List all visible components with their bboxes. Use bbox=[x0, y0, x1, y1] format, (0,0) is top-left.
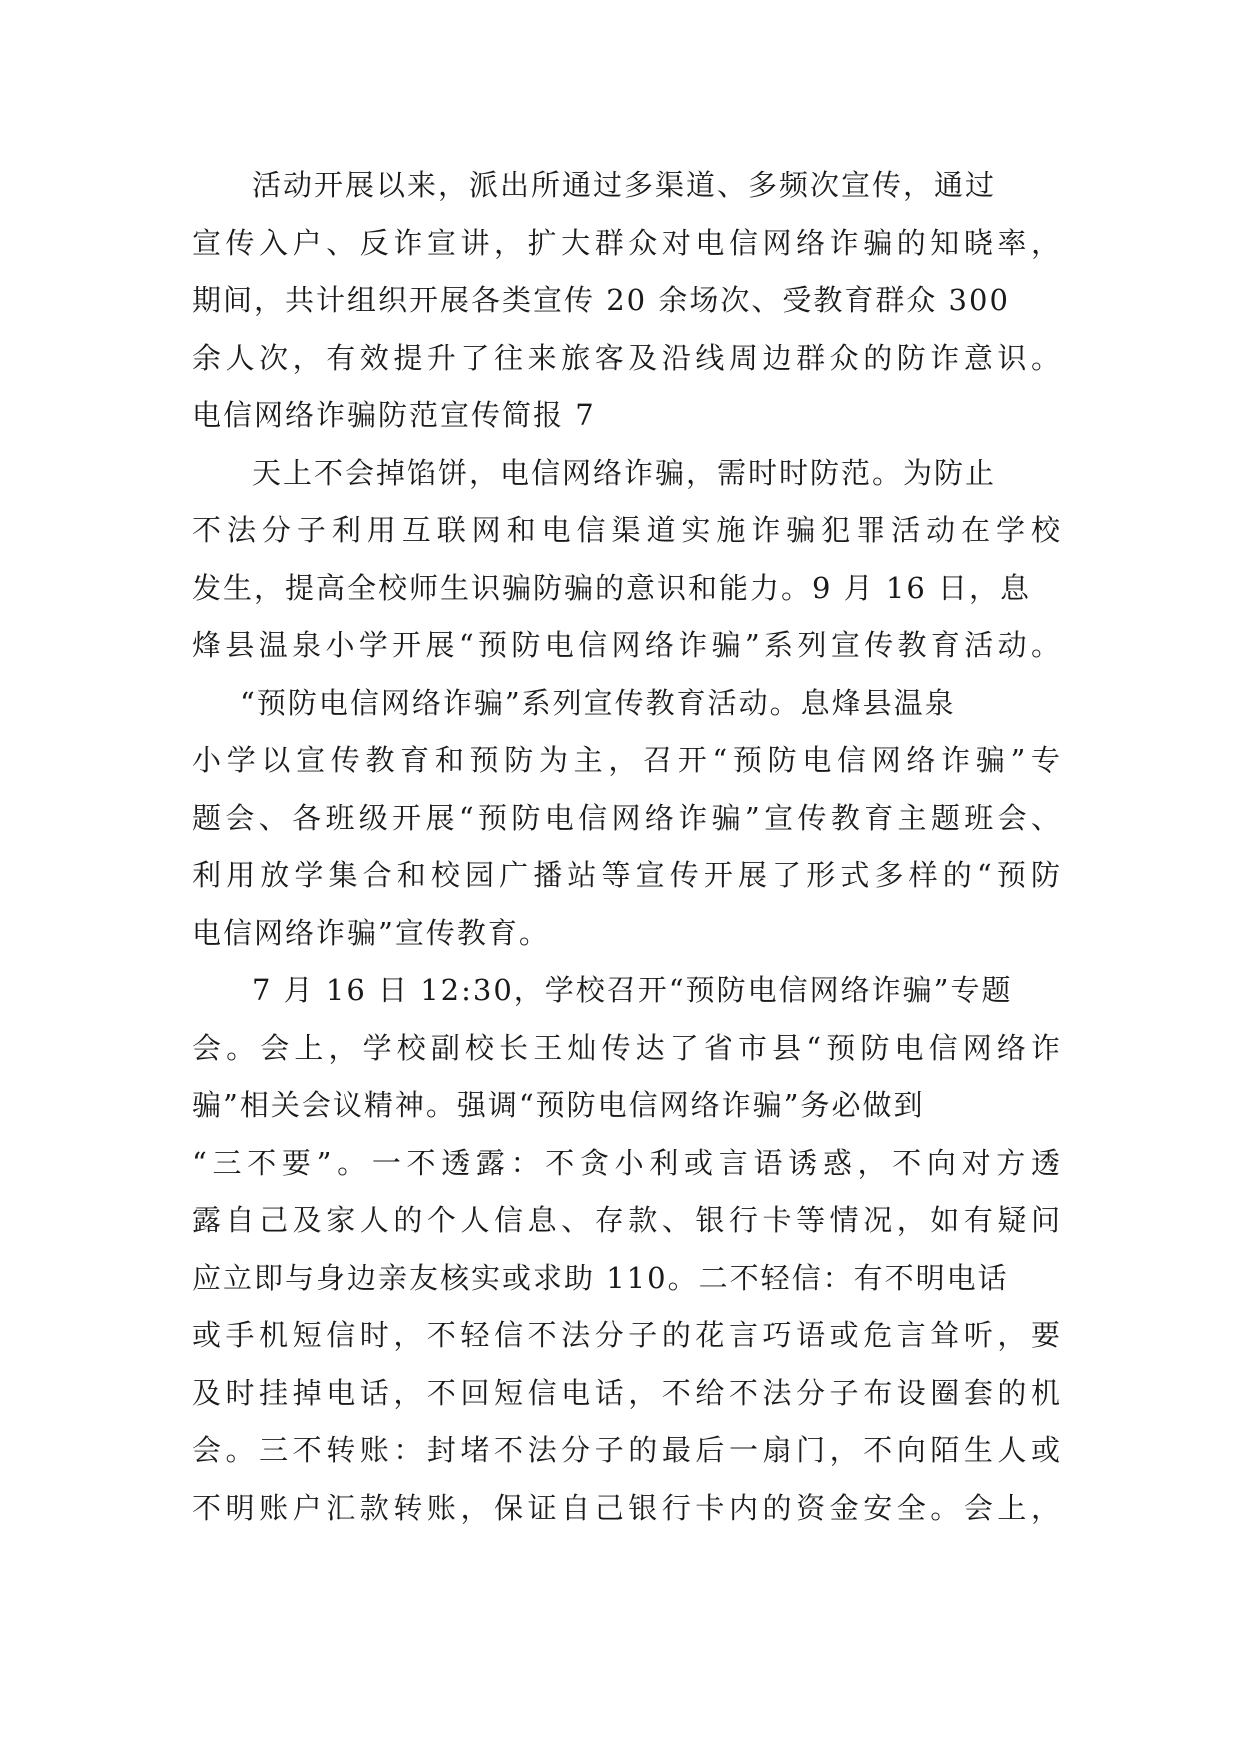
text-line: 不法分子利用互联网和电信渠道实施诈骗犯罪活动在学校 bbox=[192, 513, 1062, 547]
section-heading: 电信网络诈骗防范宣传简报 7 bbox=[192, 398, 596, 432]
text-line: 及时挂掉电话，不回短信电话，不给不法分子布设圈套的机 bbox=[192, 1375, 1062, 1410]
text-line: 发生，提高全校师生识骗防骗的意识和能力。9 月 16 日，息 bbox=[192, 570, 1032, 605]
text-line: “三不要”。一不透露：不贪小利或言语诱惑，不向对方透 bbox=[192, 1145, 1062, 1180]
text-line: 烽县温泉小学开展“预防电信网络诈骗”系列宣传教育活动。 bbox=[192, 628, 1062, 662]
body-text bbox=[192, 157, 1062, 1537]
text-line: 小学以宣传教育和预防为主，召开“预防电信网络诈骗”专 bbox=[192, 743, 1062, 777]
text-line: 余人次，有效提升了往来旅客及沿线周边群众的防诈意识。 bbox=[192, 340, 1062, 375]
text-line: 应立即与身边亲友核实或求助 110。二不轻信：有不明电话 bbox=[192, 1260, 1009, 1295]
text-line: 期间，共计组织开展各类宣传 20 余场次、受教育群众 300 bbox=[192, 283, 1010, 317]
text-line: 会。会上，学校副校长王灿传达了省市县“预防电信网络诈 bbox=[192, 1030, 1062, 1065]
text-line: 宣传入户、反诈宣讲，扩大群众对电信网络诈骗的知晓率， bbox=[192, 225, 1062, 260]
text-line: 会。三不转账：封堵不法分子的最后一扇门，不向陌生人或 bbox=[192, 1433, 1062, 1467]
text-line: 骗”相关会议精神。强调“预防电信网络诈骗”务必做到 bbox=[192, 1088, 925, 1122]
text-line: 或手机短信时，不轻信不法分子的花言巧语或危言耸听，要 bbox=[192, 1318, 1062, 1352]
text-line: 露自己及家人的个人信息、存款、银行卡等情况，如有疑问 bbox=[192, 1203, 1062, 1237]
text-line: 不明账户汇款转账，保证自己银行卡内的资金安全。会上， bbox=[192, 1490, 1062, 1525]
text-line: 题会、各班级开展“预防电信网络诈骗”宣传教育主题班会、 bbox=[192, 800, 1062, 835]
text-line: 活动开展以来，派出所通过多渠道、多频次宣传，通过 bbox=[252, 168, 997, 202]
text-line: 7 月 16 日 12:30，学校召开“预防电信网络诈骗”专题 bbox=[252, 973, 1013, 1007]
text-line: “预防电信网络诈骗”系列宣传教育活动。息烽县温泉 bbox=[240, 685, 956, 720]
text-line: 天上不会掉馅饼，电信网络诈骗，需时时防范。为防止 bbox=[252, 455, 997, 490]
text-line: 利用放学集合和校园广播站等宣传开展了形式多样的“预防 bbox=[192, 858, 1062, 892]
text-line: 电信网络诈骗”宣传教育。 bbox=[192, 915, 550, 950]
